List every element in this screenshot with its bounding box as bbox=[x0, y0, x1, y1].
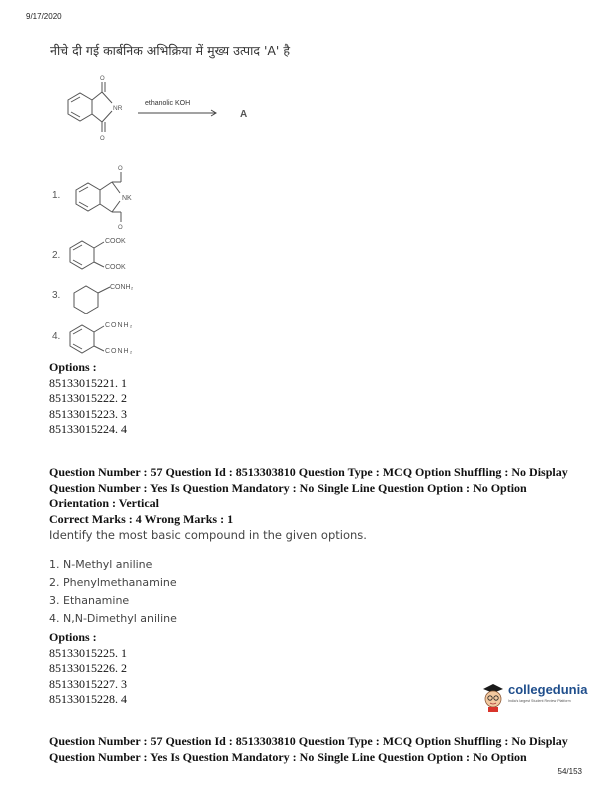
svg-text:COOK: COOK bbox=[105, 264, 126, 271]
question-meta-line: Question Number : Yes Is Question Mandatory : No Single Line Question Option : No Option bbox=[49, 749, 527, 764]
svg-text:NK: NK bbox=[122, 195, 132, 202]
option-row: 85133015221. 1 bbox=[49, 375, 127, 390]
option-row: 85133015225. 1 bbox=[49, 645, 127, 660]
options-heading: Options : bbox=[49, 630, 97, 644]
choice-item: 1. N-Methyl aniline bbox=[49, 558, 153, 571]
reactant-label: NR bbox=[113, 105, 123, 112]
svg-text:O: O bbox=[118, 166, 123, 172]
option-row: 85133015224. 4 bbox=[49, 422, 127, 436]
choice-number-2: 2. bbox=[52, 250, 61, 261]
choice-item: 2. Phenylmethanamine bbox=[49, 576, 177, 589]
product-label: A bbox=[240, 109, 248, 120]
question-meta-line: Question Number : 57 Question Id : 8513303810 Question Type : MCQ Option Shuffling : No Display bbox=[49, 465, 568, 479]
page-number: 54/153 bbox=[557, 767, 582, 776]
question-text: Identify the most basic compound in the given options. bbox=[49, 528, 367, 542]
q1-options-block bbox=[49, 360, 127, 438]
question-meta-line: Orientation : Vertical bbox=[49, 496, 159, 510]
q2-choice-list bbox=[49, 556, 177, 628]
svg-text:O: O bbox=[118, 225, 123, 230]
svg-text:CONH₂: CONH₂ bbox=[105, 322, 134, 329]
choice-item: 3. Ethanamine bbox=[49, 594, 130, 607]
option-row: 85133015223. 3 bbox=[49, 406, 127, 421]
choice-number-3: 3. bbox=[52, 290, 61, 301]
choice-4-structure bbox=[66, 318, 166, 358]
option-row: 85133015226. 2 bbox=[49, 661, 127, 675]
mascot-icon bbox=[480, 682, 506, 712]
choice-3-structure bbox=[70, 278, 170, 314]
phthalimide-structure bbox=[68, 82, 112, 132]
option-row: 85133015228. 4 bbox=[49, 692, 127, 706]
brand-tagline: India's largest Student Review Platform bbox=[508, 699, 571, 703]
marks-line: Correct Marks : 4 Wrong Marks : 1 bbox=[49, 511, 234, 526]
collegedunia-watermark bbox=[480, 678, 590, 718]
q2-meta-block bbox=[49, 465, 589, 527]
choice-2-structure bbox=[66, 234, 166, 274]
svg-text:COOK: COOK bbox=[105, 238, 126, 245]
q3-meta-block bbox=[49, 734, 589, 765]
question-meta-line: Question Number : Yes Is Question Mandatory : No Single Line Question Option : No Option bbox=[49, 480, 527, 495]
reaction-arrow bbox=[138, 110, 216, 116]
question-stem-hindi: नीचे दी गई कार्बनिक अभिक्रिया में मुख्य उत्पाद 'A' है bbox=[50, 43, 290, 58]
svg-text:CONH₂: CONH₂ bbox=[110, 284, 134, 291]
q2-options-block bbox=[49, 630, 127, 708]
brand-name: collegedunia bbox=[508, 682, 588, 697]
choice-item: 4. N,N-Dimethyl aniline bbox=[49, 612, 177, 625]
choice-1-structure bbox=[68, 162, 178, 230]
question-meta-line: Question Number : 57 Question Id : 8513303810 Question Type : MCQ Option Shuffling : No Display bbox=[49, 734, 568, 748]
print-date: 9/17/2020 bbox=[26, 12, 62, 21]
reagent-label: ethanolic KOH bbox=[145, 100, 191, 107]
choice-number-4: 4. bbox=[52, 331, 61, 342]
option-row: 85133015222. 2 bbox=[49, 391, 127, 405]
reaction-scheme bbox=[40, 70, 300, 150]
carbonyl-o-top: O bbox=[100, 76, 105, 82]
svg-text:CONH₂: CONH₂ bbox=[105, 348, 134, 355]
carbonyl-o-bottom: O bbox=[100, 136, 105, 142]
options-heading: Options : bbox=[49, 360, 97, 374]
choice-number-1: 1. bbox=[52, 190, 61, 201]
option-row: 85133015227. 3 bbox=[49, 676, 127, 691]
